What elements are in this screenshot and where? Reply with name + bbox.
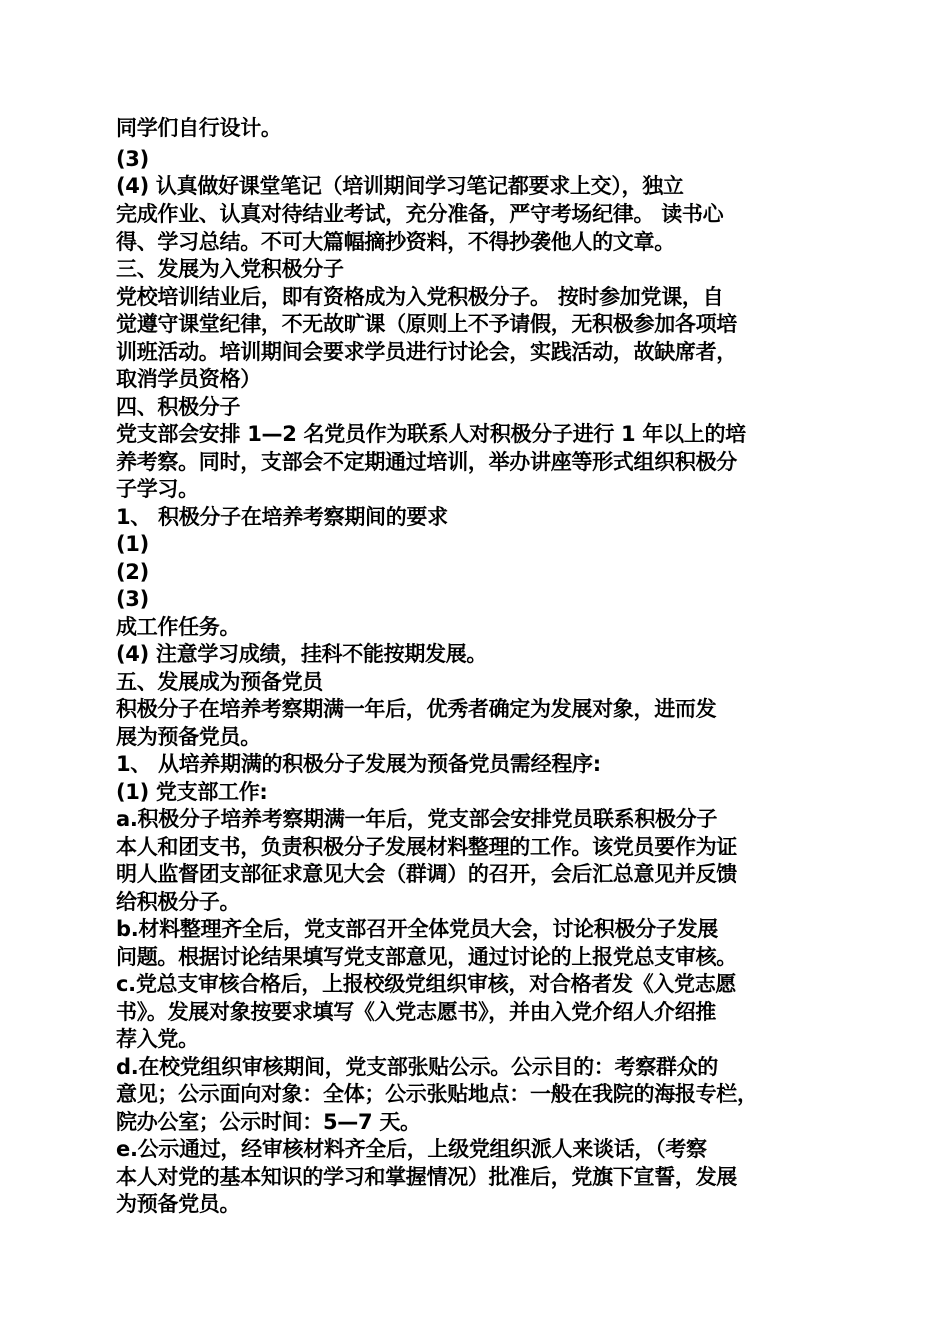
- text-line: 党校培训结业后，即有资格成为入党积极分子。 按时参加党课，自: [116, 285, 724, 309]
- text-line: 问题。根据讨论结果填写党支部意见，通过讨论的上报党总支审核。: [116, 945, 737, 969]
- text-line: b.材料整理齐全后，党支部召开全体党员大会，讨论积极分子发展: [116, 917, 719, 941]
- text-line: 得、学习总结。不可大篇幅摘抄资料，不得抄袭他人的文章。: [116, 230, 675, 254]
- text-line: 展为预备党员。: [116, 725, 261, 749]
- text-line: 为预备党员。: [116, 1192, 241, 1216]
- text-line: 取消学员资格）: [116, 367, 261, 391]
- list-item: (3): [116, 587, 149, 611]
- section-heading: 四、积极分子: [116, 395, 241, 419]
- text-line: 给积极分子。: [116, 890, 241, 914]
- section-heading: 三、发展为入党积极分子: [116, 257, 344, 281]
- text-line: d.在校党组织审核期间，党支部张贴公示。公示目的：考察群众的: [116, 1055, 719, 1079]
- subsection-heading: 1、 积极分子在培养考察期间的要求: [116, 505, 448, 529]
- text-line: 意见；公示面向对象：全体；公示张贴地点：一般在我院的海报专栏，: [116, 1082, 758, 1106]
- text-line: 本人和团支书，负责积极分子发展材料整理的工作。该党员要作为证: [116, 835, 737, 859]
- text-line: (4) 认真做好课堂笔记（培训期间学习笔记都要求上交），独立: [116, 174, 684, 198]
- subsection-heading: 1、 从培养期满的积极分子发展为预备党员需经程序:: [116, 752, 601, 776]
- list-item: (4) 注意学习成绩，挂科不能按期发展。: [116, 642, 488, 666]
- text-line: 觉遵守课堂纪律，不无故旷课（原则上不予请假，无积极参加各项培: [116, 312, 737, 336]
- text-line: 成工作任务。: [116, 615, 241, 639]
- text-line: 养考察。同时，支部会不定期通过培训，举办讲座等形式组织积极分: [116, 450, 737, 474]
- text-line: c.党总支审核合格后，上报校级党组织审核，对合格者发《入党志愿: [116, 972, 737, 996]
- text-line: 荐入党。: [116, 1027, 199, 1051]
- text-line: 子学习。: [116, 477, 199, 501]
- text-line: (3): [116, 147, 149, 171]
- text-line: 积极分子在培养考察期满一年后，优秀者确定为发展对象，进而发: [116, 697, 717, 721]
- list-item: (1): [116, 532, 149, 556]
- text-line: 本人对党的基本知识的学习和掌握情况）批准后，党旗下宣誓，发展: [116, 1165, 737, 1189]
- text-line: 院办公室；公示时间：5—7 天。: [116, 1110, 421, 1134]
- text-line: 党支部会安排 1—2 名党员作为联系人对积极分子进行 1 年以上的培: [116, 422, 746, 446]
- text-line: 训班活动。培训期间会要求学员进行讨论会，实践活动，故缺席者，: [116, 340, 737, 364]
- list-item: (1) 党支部工作:: [116, 780, 268, 804]
- text-line: 同学们自行设计。: [116, 116, 282, 140]
- list-item: (2): [116, 560, 149, 584]
- text-line: e.公示通过，经审核材料齐全后，上级党组织派人来谈话，（考察: [116, 1137, 707, 1161]
- text-line: 明人监督团支部征求意见大会（群调）的召开，会后汇总意见并反馈: [116, 862, 737, 886]
- text-line: 书》。发展对象按要求填写《入党志愿书》，并由入党介绍人介绍推: [116, 1000, 716, 1024]
- text-line: a.积极分子培养考察期满一年后，党支部会安排党员联系积极分子: [116, 807, 718, 831]
- section-heading: 五、发展成为预备党员: [116, 670, 323, 694]
- text-line: 完成作业、认真对待结业考试，充分准备，严守考场纪律。 读书心: [116, 202, 724, 226]
